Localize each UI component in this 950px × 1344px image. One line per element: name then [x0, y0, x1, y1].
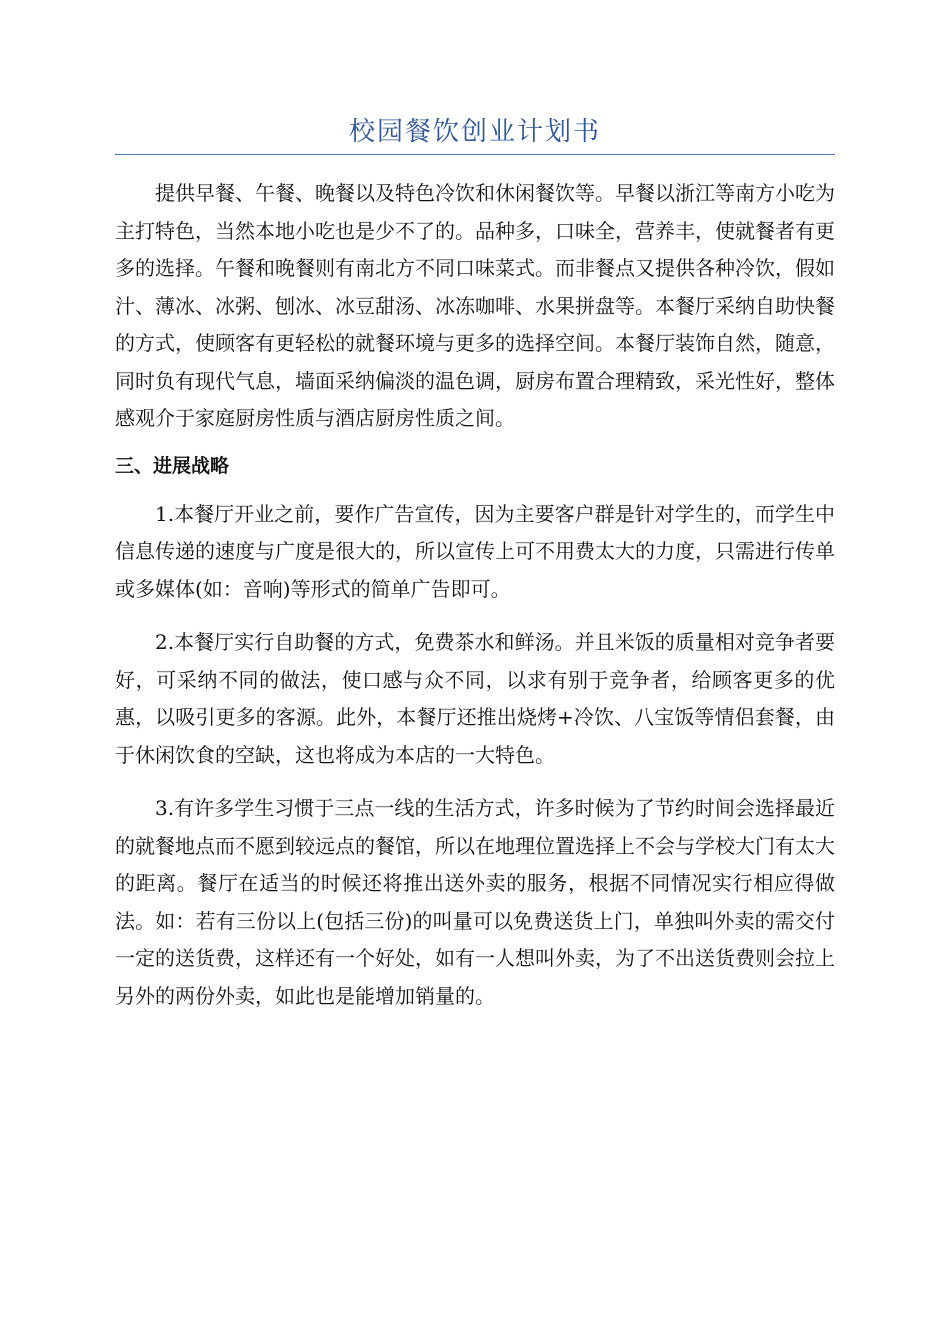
- strategy-paragraph-3: 3.有许多学生习惯于三点一线的生活方式，许多时候为了节约时间会选择最近的就餐地点而不愿到较远点的餐馆，所以在地理位置选择上不会与学校大门有太大的距离。餐厅在适当的时候还将推出送外卖的服务，根据不同情况实行相应得做法。如：若有三份以上(包括三份)的叫量可以免费送货上门，单独叫外卖的需交付一定的送货费，这样还有一个好处，如有一人想叫外卖，为了不出送货费则会拉上另外的两份外卖，如此也是能增加销量的。: [115, 796, 835, 1008]
- document-title: 校园餐饮创业计划书: [348, 117, 601, 147]
- intro-paragraph: 提供早餐、午餐、晚餐以及特色冷饮和休闲餐饮等。早餐以浙江等南方小吃为主打特色，当然本地小吃也是少不了的。品种多，口味全，营养丰，使就餐者有更多的选择。午餐和晚餐则有南北方不同口味菜式。而非餐点又提供各种冷饮，假如汁、薄冰、冰粥、刨冰、冰豆甜汤、冰冻咖啡、水果拼盘等。本餐厅采纳自助快餐的方式，使顾客有更轻松的就餐环境与更多的选择空间。本餐厅装饰自然，随意，同时负有现代气息，墙面采纳偏淡的温色调，厨房布置合理精致，采光性好，整体感观介于家庭厨房性质与酒店厨房性质之间。: [115, 181, 835, 430]
- section-heading: 三、进展战略: [115, 454, 230, 477]
- title-underline: [115, 154, 835, 155]
- document-body: [115, 175, 835, 1031]
- strategy-paragraph-2: 2.本餐厅实行自助餐的方式，免费茶水和鲜汤。并且米饭的质量相对竞争者要好，可采纳不同的做法，使口感与众不同，以求有别于竞争者，给顾客更多的优惠，以吸引更多的客源。此外，本餐厅还推出烧烤+冷饮、八宝饭等情侣套餐，由于休闲饮食的空缺，这也将成为本店的一大特色。: [115, 630, 835, 767]
- strategy-paragraph-1: 1.本餐厅开业之前，要作广告宣传，因为主要客户群是针对学生的，而学生中信息传递的速度与广度是很大的，所以宣传上可不用费太大的力度，只需进行传单或多媒体(如：音响)等形式的简单广告即可。: [115, 501, 835, 601]
